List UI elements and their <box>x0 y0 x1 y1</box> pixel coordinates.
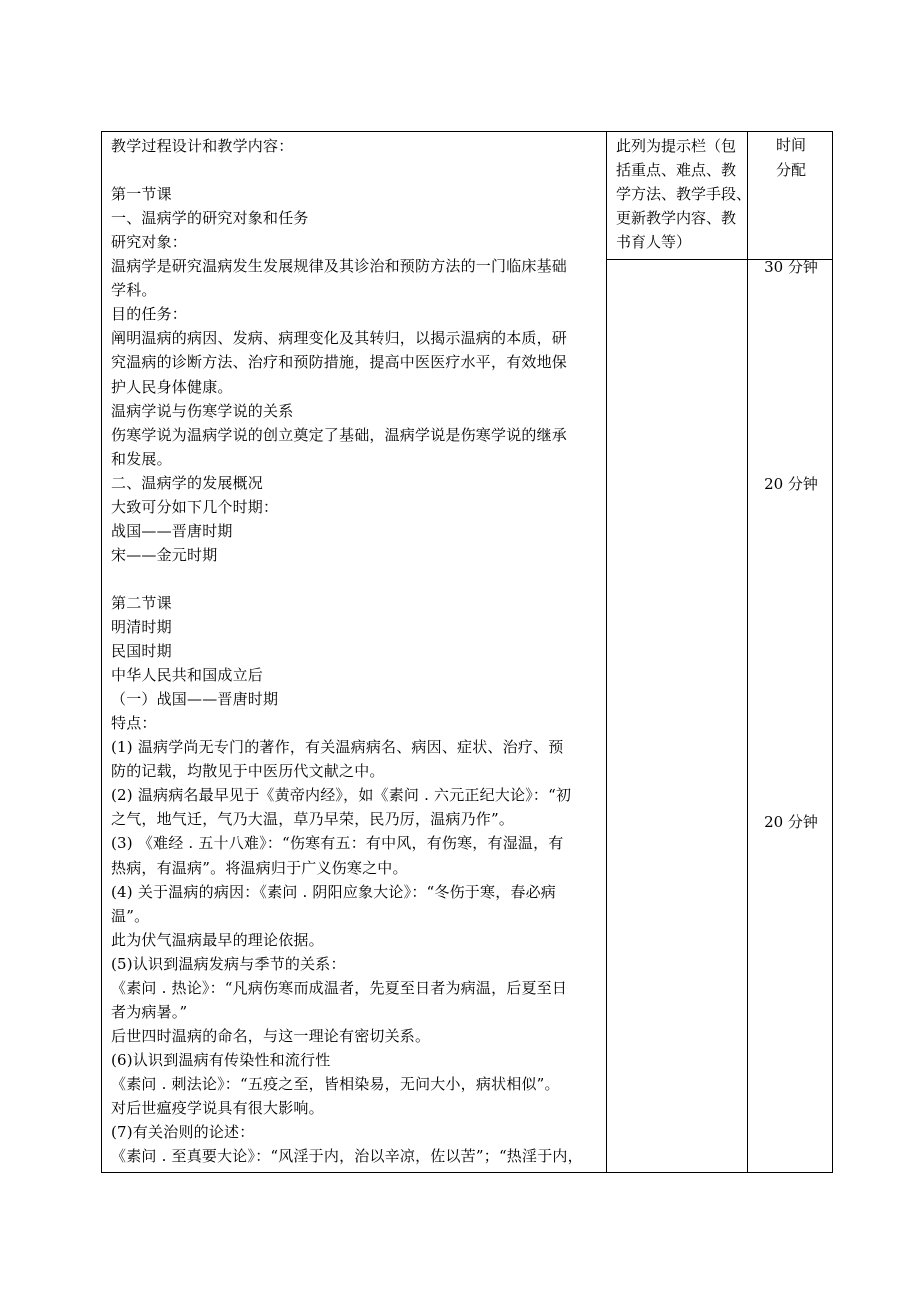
content-line: 宋——金元时期 <box>111 545 218 564</box>
content-line: (2) 温病病名最早见于《黄帝内经》，如《素问 . 六元正纪大论》：“初 <box>111 786 572 805</box>
content-line: 热病，有温病”。将温病归于广义伤寒之中。 <box>111 858 408 877</box>
content-line: 二、温病学的发展概况 <box>111 473 264 492</box>
content-line: 《素问 . 热论》：“凡病伤寒而成温者，先夏至日者为病温，后夏至日 <box>111 978 568 997</box>
content-line: 和发展。 <box>111 449 172 468</box>
notes-line: 括重点、难点、教 <box>616 161 737 179</box>
content-line: (5)认识到温病发病与季节的关系： <box>111 954 346 973</box>
content-line: 研究对象： <box>111 233 188 252</box>
content-line: (6)认识到温病有传染性和流行性 <box>111 1050 331 1069</box>
content-line: 特点： <box>111 714 157 733</box>
content-line: 民国时期 <box>111 642 172 661</box>
content-line: 第一节课 <box>111 185 172 204</box>
content-line: 学科。 <box>111 281 157 300</box>
content-line: 护人民身体健康。 <box>111 377 233 396</box>
content-line: 温病学是研究温病发生发展规律及其诊治和预防方法的一门临床基础 <box>111 257 568 276</box>
time-header-line-2: 分配 <box>775 161 806 179</box>
content-line: 温”。 <box>111 906 150 925</box>
content-line: 目的任务： <box>111 305 188 324</box>
content-line: 对后世瘟疫学说具有很大影响。 <box>111 1099 324 1117</box>
content-line: 战国——晋唐时期 <box>111 521 233 540</box>
content-line: 伤寒学说为温病学说的创立奠定了基础，温病学说是伤寒学说的继承 <box>111 425 568 444</box>
time-entry-3: 20 分钟 <box>764 813 818 831</box>
content-line: (1) 温病学尚无专门的著作，有关温病病名、病因、症状、治疗、预 <box>111 738 564 757</box>
content-line: 《素问 . 刺法论》：“五疫之至，皆相染易，无问大小，病状相似”。 <box>111 1074 560 1093</box>
content-line: 温病学说与伤寒学说的关系 <box>111 401 294 420</box>
content-line: 大致可分如下几个时期： <box>111 497 279 516</box>
time-entry-2: 20 分钟 <box>764 475 818 493</box>
content-line: 中华人民共和国成立后 <box>111 666 264 685</box>
notes-line: 此列为提示栏（包 <box>616 137 737 155</box>
content-line: (4) 关于温病的病因：《素问 . 阴阳应象大论》：“冬伤于寒，春必病 <box>111 882 556 901</box>
column-divider-1 <box>606 132 607 1172</box>
content-line: 《素问 . 至真要大论》：“风淫于内，治以辛凉，佐以苦”；“热淫于内， <box>111 1147 583 1166</box>
content-line: （一）战国——晋唐时期 <box>111 690 279 709</box>
content-line: 此为伏气温病最早的理论依据。 <box>111 930 324 949</box>
notes-line: 书育人等） <box>616 233 692 251</box>
column-divider-2 <box>747 132 748 1172</box>
time-entry-1: 30 分钟 <box>764 258 818 276</box>
content-line: 明清时期 <box>111 618 172 636</box>
content-line: (3) 《难经 . 五十八难》：“伤寒有五：有中风，有伤寒，有湿温，有 <box>111 834 564 853</box>
content-line: 一、温病学的研究对象和任务 <box>111 209 309 228</box>
content-line: 防的记载，均散见于中医历代文献之中。 <box>111 762 385 781</box>
content-line: (7)有关治则的论述： <box>111 1123 255 1142</box>
content-line: 究温病的诊断方法、治疗和预防措施，提高中医医疗水平，有效地保 <box>111 353 568 372</box>
content-line: 者为病暑。” <box>111 1002 188 1021</box>
notes-line: 更新教学内容、教 <box>616 209 737 227</box>
content-line: 阐明温病的病因、发病、病理变化及其转归，以揭示温病的本质，研 <box>111 329 568 348</box>
notes-line: 学方法、教学手段、 <box>616 185 752 203</box>
time-header-line-1: 时间 <box>775 136 806 154</box>
content-line: 教学过程设计和教学内容： <box>111 137 294 155</box>
content-line: 后世四时温病的命名，与这一理论有密切关系。 <box>111 1026 431 1045</box>
content-line: 第二节课 <box>111 593 172 612</box>
lesson-plan-table <box>101 131 833 1173</box>
content-line: 之气，地气迁，气乃大温，草乃早荣，民乃厉，温病乃作”。 <box>111 810 515 829</box>
